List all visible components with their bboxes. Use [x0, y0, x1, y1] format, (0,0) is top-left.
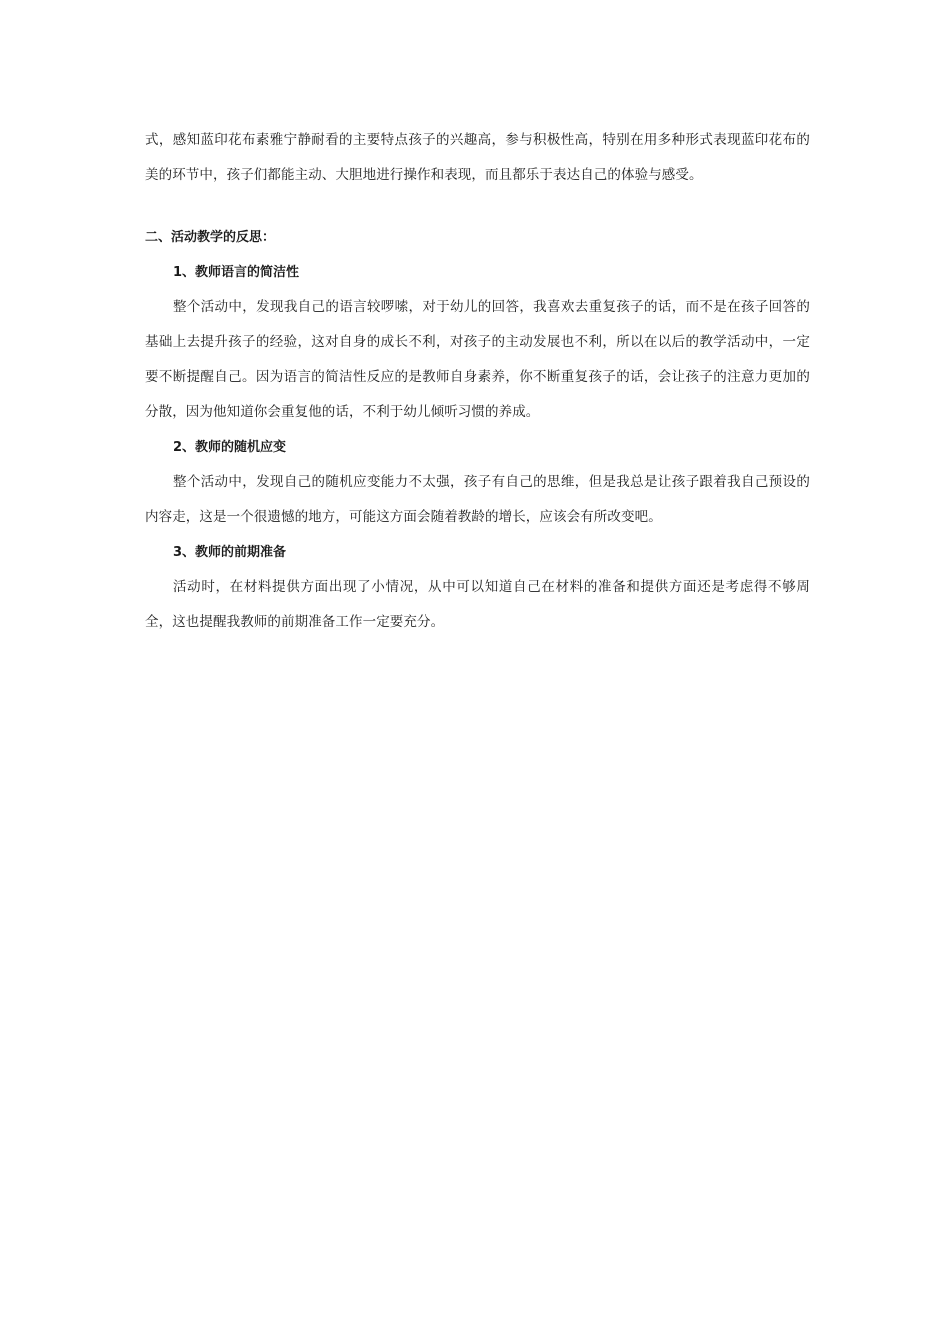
- subsection-body-2: 整个活动中，发现自己的随机应变能力不太强，孩子有自己的思维，但是我总是让孩子跟着我自己预设的内容走，这是一个很遗憾的地方，可能这方面会随着教龄的增长，应该会有所改变吧。: [145, 474, 810, 525]
- subsection-body-1: 整个活动中，发现我自己的语言较啰嗦，对于幼儿的回答，我喜欢去重复孩子的话，而不是在孩子回答的基础上去提升孩子的经验，这对自身的成长不利，对孩子的主动发展也不利，所以在以后的教学活动中，一定要不断提醒自己。因为语言的简洁性反应的是教师自身素养，你不断重复孩子的话，会让孩子的注意力更加的分散，因为他知道你会重复他的话，不利于幼儿倾听习惯的养成。: [145, 299, 810, 420]
- subsection-body-3: 活动时，在材料提供方面出现了小情况，从中可以知道自己在材料的准备和提供方面还是考虑得不够周全，这也提醒我教师的前期准备工作一定要充分。: [145, 579, 810, 630]
- section-heading: 二、活动教学的反思：: [145, 230, 276, 245]
- document-page: [145, 123, 810, 640]
- paragraph-spacer: [145, 193, 810, 220]
- subsection-heading-2: 2、教师的随机应变: [173, 440, 287, 455]
- subsection-heading-1: 1、教师语言的简洁性: [173, 265, 300, 280]
- subsection-heading-3: 3、教师的前期准备: [173, 545, 287, 560]
- intro-paragraph: 式，感知蓝印花布素雅宁静耐看的主要特点孩子的兴趣高，参与积极性高，特别在用多种形式表现蓝印花布的美的环节中，孩子们都能主动、大胆地进行操作和表现，而且都乐于表达自己的体验与感受。: [145, 132, 810, 183]
